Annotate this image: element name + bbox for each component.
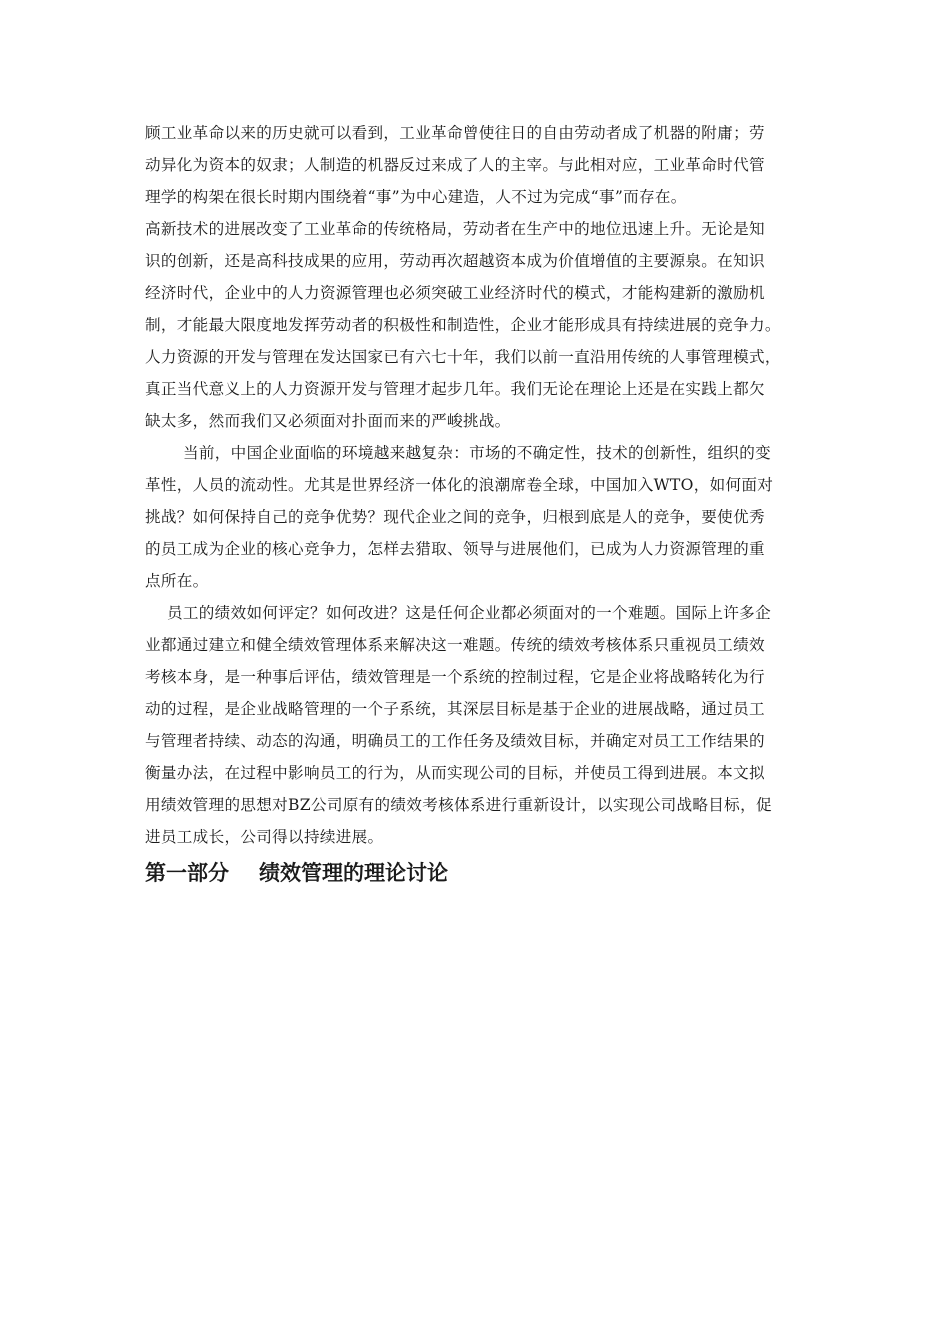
text-line: 真正当代意义上的人力资源开发与管理才起步几年。我们无论在理论上还是在实践上都欠	[145, 380, 765, 398]
text-line: 进员工成长，公司得以持续进展。	[145, 828, 384, 846]
text-line: 人力资源的开发与管理在发达国家已有六七十年，我们以前一直沿用传统的人事管理模式，	[145, 348, 781, 366]
text-line: 用绩效管理的思想对BZ公司原有的绩效考核体系进行重新设计，以实现公司战略目标，促	[145, 796, 772, 814]
text-line: 当前，中国企业面临的环境越来越复杂：市场的不确定性，技术的创新性，组织的变	[183, 444, 772, 462]
text-line: 与管理者持续、动态的沟通，明确员工的工作任务及绩效目标，并确定对员工工作结果的	[145, 732, 765, 750]
document-body	[145, 117, 810, 891]
text-line: 的员工成为企业的核心竞争力，怎样去猎取、领导与进展他们，已成为人力资源管理的重	[145, 540, 765, 558]
text-line: 革性，人员的流动性。尤其是世界经济一体化的浪潮席卷全球，中国加入WTO，如何面对	[145, 476, 774, 494]
text-line: 高新技术的进展改变了工业革命的传统格局，劳动者在生产中的地位迅速上升。无论是知	[145, 220, 765, 238]
text-line: 考核本身，是一种事后评估，绩效管理是一个系统的控制过程，它是企业将战略转化为行	[145, 668, 765, 686]
text-line: 动的过程，是企业战略管理的一个子系统，其深层目标是基于企业的进展战略，通过员工	[145, 700, 765, 718]
text-line: 缺太多，然而我们又必须面对扑面而来的严峻挑战。	[145, 412, 511, 430]
section-heading	[145, 855, 810, 891]
paragraph-5	[145, 597, 810, 853]
paragraph-1	[145, 117, 810, 213]
section-part-label: 第一部分	[145, 861, 229, 885]
text-line: 制，才能最大限度地发挥劳动者的积极性和制造性，企业才能形成具有持续进展的竞争力。	[145, 316, 781, 334]
section-title: 绩效管理的理论讨论	[259, 861, 448, 885]
text-line: 挑战？如何保持自己的竞争优势？现代企业之间的竞争，归根到底是人的竞争，要使优秀	[145, 508, 765, 526]
text-line: 经济时代，企业中的人力资源管理也必须突破工业经济时代的模式，才能构建新的激励机	[145, 284, 765, 302]
paragraph-4	[145, 437, 810, 597]
text-line: 衡量办法，在过程中影响员工的行为，从而实现公司的目标，并使员工得到进展。本文拟	[145, 764, 765, 782]
text-line: 点所在。	[145, 572, 209, 590]
text-line: 识的创新，还是高科技成果的应用，劳动再次超越资本成为价值增值的主要源泉。在知识	[145, 252, 765, 270]
text-line: 员工的绩效如何评定？如何改进？这是任何企业都必须面对的一个难题。国际上许多企	[167, 604, 771, 622]
paragraph-2	[145, 213, 810, 341]
text-line: 动异化为资本的奴隶；人制造的机器反过来成了人的主宰。与此相对应，工业革命时代管	[145, 156, 765, 174]
text-line: 顾工业革命以来的历史就可以看到，工业革命曾使往日的自由劳动者成了机器的附庸；劳	[145, 124, 765, 142]
text-line: 业都通过建立和健全绩效管理体系来解决这一难题。传统的绩效考核体系只重视员工绩效	[145, 636, 765, 654]
paragraph-3	[145, 341, 810, 437]
text-line: 理学的构架在很长时期内围绕着“事”为中心建造，人不过为完成“事”而存在。	[145, 188, 687, 206]
